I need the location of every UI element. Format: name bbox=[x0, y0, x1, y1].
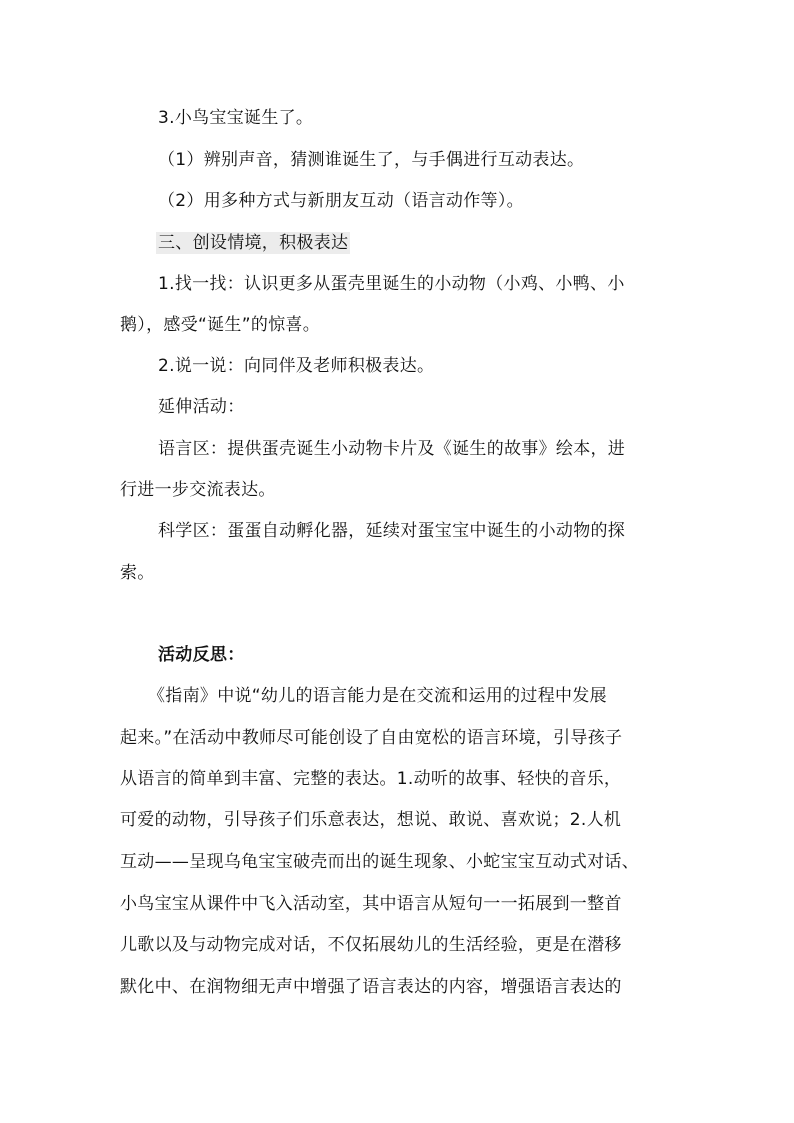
language-area-line2: 行进一步交流表达。 bbox=[120, 480, 276, 500]
extension-heading: 延伸活动： bbox=[158, 397, 245, 417]
reflection-line-3: 从语言的简单到丰富、完整的表达。1.动听的故事、轻快的音乐， bbox=[120, 769, 622, 789]
science-area-line1: 科学区：蛋蛋自动孵化器，延续对蛋宝宝中诞生的小动物的探 bbox=[158, 521, 626, 541]
sub-item-1: （1）辨别声音，猜测谁诞生了，与手偶进行互动表达。 bbox=[158, 150, 585, 170]
activity-item-2: 2.说一说：向同伴及老师积极表达。 bbox=[158, 356, 435, 376]
reflection-line-8: 默化中、在润物细无声中增强了语言表达的内容，增强语言表达的 bbox=[120, 977, 622, 997]
activity-item-1-line1: 1.找一找：认识更多从蛋壳里诞生的小动物（小鸡、小鸭、小 bbox=[158, 274, 625, 294]
reflection-line-2: 起来。”在活动中教师尽可能创设了自由宽松的语言环境，引导孩子 bbox=[120, 728, 623, 748]
reflection-line-6: 小鸟宝宝从课件中飞入活动室，其中语言从短句一一拓展到一整首 bbox=[120, 894, 622, 914]
language-area-line1: 语言区：提供蛋壳诞生小动物卡片及《诞生的故事》绘本，进 bbox=[158, 439, 626, 459]
science-area-line2: 索。 bbox=[120, 563, 155, 583]
reflection-line-1: 《指南》中说“幼儿的语言能力是在交流和运用的过程中发展 bbox=[148, 686, 607, 706]
sub-item-2: （2）用多种方式与新朋友互动（语言动作等）。 bbox=[158, 191, 524, 211]
reflection-line-7: 儿歌以及与动物完成对话，不仅拓展幼儿的生活经验，更是在潜移 bbox=[120, 935, 622, 955]
reflection-line-5: 互动——呈现乌龟宝宝破壳而出的诞生现象、小蛇宝宝互动式对话、 bbox=[120, 852, 639, 872]
reflection-line-4: 可爱的动物，引导孩子们乐意表达，想说、敢说、喜欢说；2.人机 bbox=[120, 810, 622, 830]
section-heading-3: 三、创设情境，积极表达 bbox=[158, 233, 349, 253]
reflection-heading: 活动反思： bbox=[158, 645, 245, 665]
section-item-3: 3.小鸟宝宝诞生了。 bbox=[158, 108, 314, 128]
activity-item-1-line2: 鹅），感受“诞生”的惊喜。 bbox=[120, 315, 321, 335]
